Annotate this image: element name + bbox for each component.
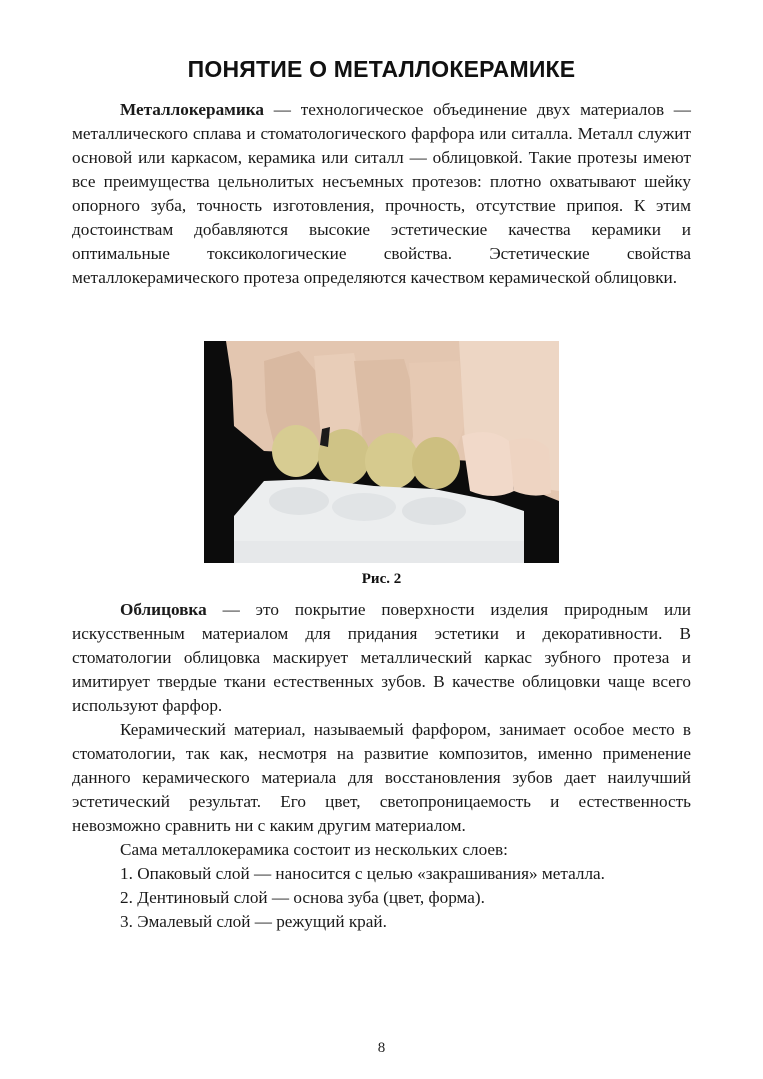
page-number: 8 <box>377 1040 386 1056</box>
term-metalloceramics: Металлокерамика <box>120 100 265 119</box>
figure-dental-prosthesis-photo <box>204 341 559 563</box>
term-veneering: Облицовка <box>120 600 207 619</box>
figure-caption: Рис. 2 <box>361 571 402 587</box>
paragraph-definition-metalloceramics <box>72 98 691 290</box>
layer-item-enamel: 3. Эмалевый слой — режущий край. <box>120 912 387 931</box>
paragraph-ceramic-material: Керамический материал, называемый фарфором, занимает особое место в стоматологии, так как, несмотря на развитие композитов, именно применение данного керамического материала для восстановления зубов дает наилучший эстетический результат. Его цвет, светопроницаемость и естественность невозможно сравнить ни с каким другим материалом. <box>72 720 691 835</box>
section-veneering <box>72 598 691 934</box>
paragraph-definition-veneering <box>72 598 691 718</box>
section-metalloceramics <box>72 98 691 290</box>
paragraph-layers-intro: Сама металлокерамика состоит из нескольких слоев: <box>120 840 508 859</box>
definition-veneering: — это покрытие поверхности изделия природным или искусственным материалом для придания эстетики и декоративности. В стоматологии облицовка маскирует металлический каркас зубного протеза и имитирует твердые ткани естественных зубов. В качестве облицовки чаще всего используют фарфор. <box>72 600 691 715</box>
dental-model-illustration <box>204 341 559 563</box>
layer-item-opaque: 1. Опаковый слой — наносится с целью «закрашивания» металла. <box>120 864 605 883</box>
layer-item-dentin: 2. Дентиновый слой — основа зуба (цвет, форма). <box>120 888 485 907</box>
page-title: ПОНЯТИЕ О МЕТАЛЛОКЕРАМИКЕ <box>187 56 576 82</box>
definition-metalloceramics: — технологическое объединение двух материалов — металлического сплава и стоматологического фарфора или ситалла. Металл служит основой или каркасом, керамика или ситалл — облицовкой. Такие протезы имеют все преимущества цельнолитых несъемных протезов: плотно охватывают шейку опорного зуба, точность изготовления, прочность, отсутствие припоя. К этим достоинствам добавляются высокие эстетические качества керамики и оптимальные токсикологические свойства. Эстетические свойства металлокерамического протеза определяются качеством керамической облицовки. <box>72 100 691 287</box>
